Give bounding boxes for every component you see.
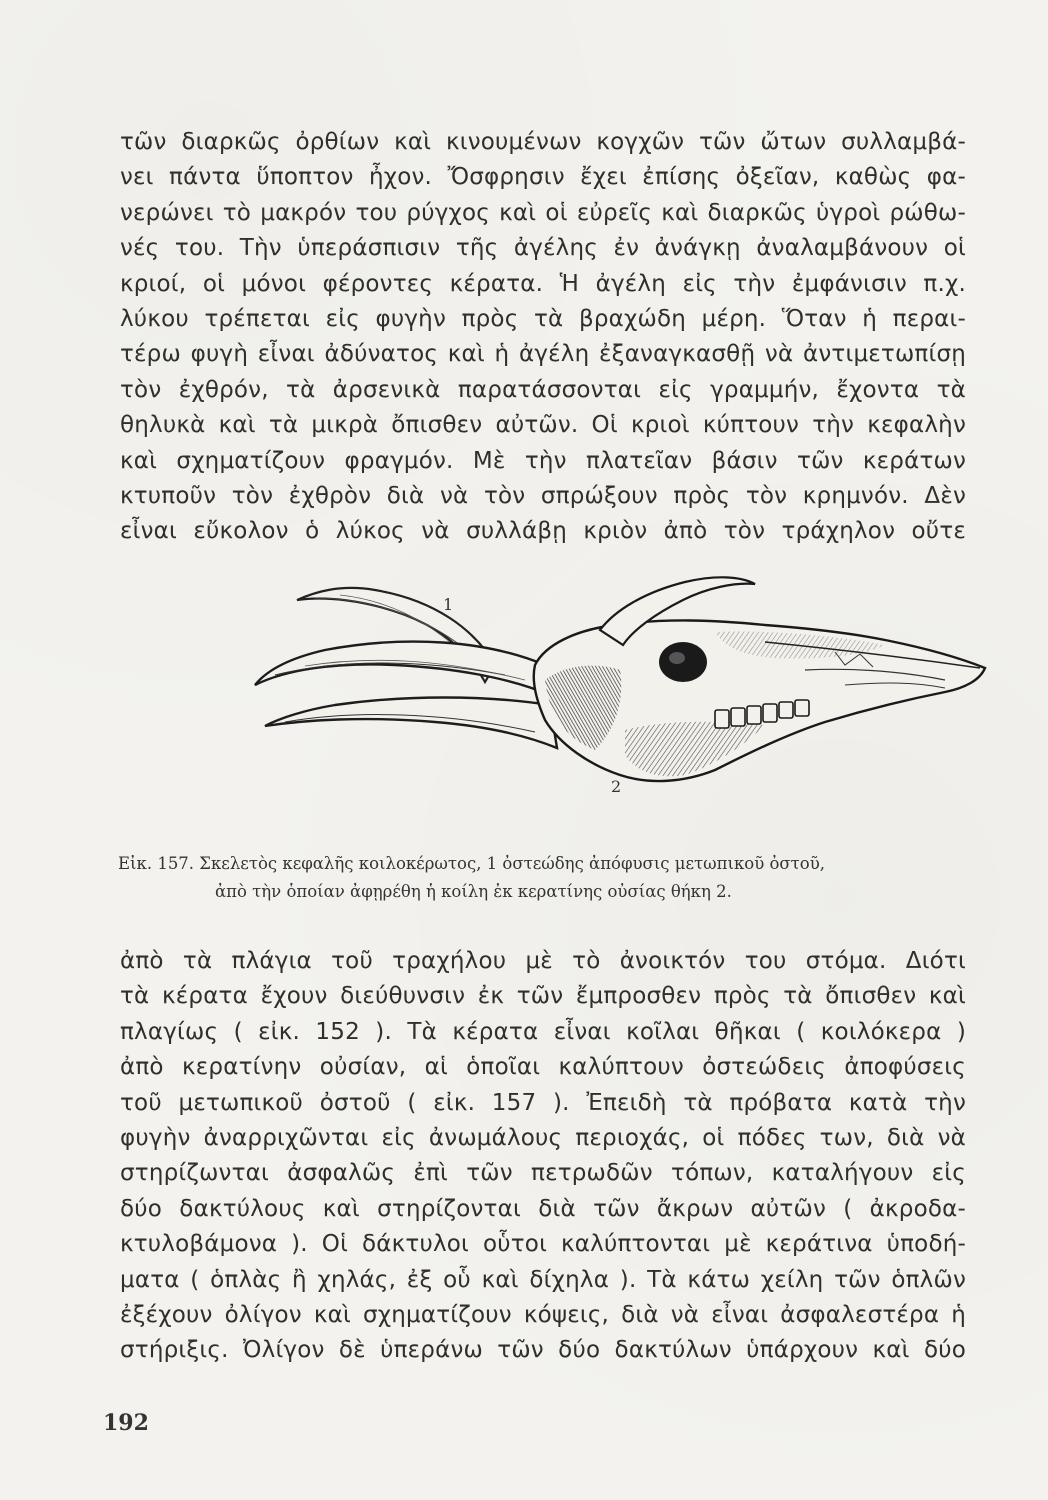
caption-line: ἀπὸ τὴν ὁποίαν ἀφῃρέθη ἡ κοίλη ἐκ κερατίνης οὐσίας θήκη 2. xyxy=(215,882,732,901)
figure-label-1: 1 xyxy=(443,595,454,614)
text-line: νές του. Τὴν ὑπεράσπισιν τῆς ἀγέλης ἐν ἀνάγκῃ ἀναλαμβάνουν οἱ xyxy=(120,235,966,262)
text-line: θηλυκὰ καὶ τὰ μικρὰ ὄπισθεν αὐτῶν. Οἱ κριοὶ κύπτουν τὴν κεφαλὴν xyxy=(120,412,966,439)
horn-sheath-lower xyxy=(265,698,557,749)
text-line: τῶν διαρκῶς ὀρθίων καὶ κινουμένων κογχῶν τῶν ὤτων συλλαμβά- xyxy=(120,129,966,155)
text-line: ἐξέχουν ὀλίγον καὶ σχηματίζουν κόψεις, διὰ νὰ εἶναι ἀσφαλεστέρα ἡ xyxy=(120,1301,966,1328)
page-number: 192 xyxy=(103,1410,149,1436)
text-line: στηρίζωνται ἀσφαλῶς ἐπὶ τῶν πετρωδῶν τόπων, καταλήγουν εἰς xyxy=(120,1160,966,1187)
text-line: δύο δακτύλους καὶ στηρίζονται διὰ τῶν ἄκρων αὐτῶν ( ἀκροδα- xyxy=(120,1195,966,1222)
text-line: τὸν ἐχθρόν, τὰ ἀρσενικὰ παρατάσσονται εἰς γραμμήν, ἔχοντα τὰ xyxy=(120,376,966,403)
text-line: φυγὴν ἀναρριχῶνται εἰς ἀνωμάλους περιοχάς, οἱ πόδες των, διὰ νὰ xyxy=(120,1124,966,1151)
skull-illustration xyxy=(245,570,990,795)
bottom-paragraph xyxy=(120,944,966,1369)
text-line: στήριξις. Ὀλίγον δὲ ὑπεράνω τῶν δύο δακτύλων ὑπάρχουν καὶ δύο xyxy=(120,1337,966,1364)
text-line: ματα ( ὁπλὰς ἢ χηλάς, ἐξ οὗ καὶ δίχηλα ). Τὰ κάτω χείλη τῶν ὁπλῶν xyxy=(120,1266,966,1293)
figure-label-2: 2 xyxy=(611,777,622,795)
text-line: τέρω φυγὴ εἶναι ἀδύνατος καὶ ἡ ἀγέλη ἐξαναγκασθῇ νὰ ἀντιμετωπίσῃ xyxy=(120,341,966,368)
horn-sheath-left xyxy=(255,642,550,695)
text-line: τοῦ μετωπικοῦ ὀστοῦ ( εἰκ. 157 ). Ἐπειδὴ τὰ πρόβατα κατὰ τὴν xyxy=(120,1089,966,1116)
top-paragraph xyxy=(120,125,966,550)
text-line: ἀπὸ κερατίνην οὐσίαν, αἱ ὁποῖαι καλύπτουν ὀστεώδεις ἀποφύσεις xyxy=(120,1054,966,1081)
text-line: λύκου τρέπεται εἰς φυγὴν πρὸς τὰ βραχώδη μέρη. Ὅταν ἡ περαι- xyxy=(120,305,966,332)
text-line: κριοί, οἱ μόνοι φέροντες κέρατα. Ἡ ἀγέλη εἰς τὴν ἐμφάνισιν π.χ. xyxy=(120,270,966,297)
text-line: καὶ σχηματίζουν φραγμόν. Μὲ τὴν πλατεῖαν βάσιν τῶν κεράτων xyxy=(120,447,966,474)
text-line: τὰ κέρατα ἔχουν διεύθυνσιν ἐκ τῶν ἔμπροσθεν πρὸς τὰ ὄπισθεν καὶ xyxy=(120,983,966,1010)
text-line: πλαγίως ( εἰκ. 152 ). Τὰ κέρατα εἶναι κοῖλαι θῆκαι ( κοιλόκερα ) xyxy=(120,1018,966,1045)
text-line: νει πάντα ὕποπτον ἦχον. Ὄσφρησιν ἔχει ἐπίσης ὀξεῖαν, καθὼς φα- xyxy=(120,164,966,191)
caption-line: Εἰκ. 157. Σκελετὸς κεφαλῆς κοιλοκέρωτος, 1 ὀστεώδης ἀπόφυσις μετωπικοῦ ὀστοῦ, xyxy=(118,854,826,873)
text-line: ἀπὸ τὰ πλάγια τοῦ τραχήλου μὲ τὸ ἀνοικτόν του στόμα. Διότι xyxy=(120,948,966,974)
text-line: νερώνει τὸ μακρόν του ρύγχος καὶ οἱ εὐρεῖς καὶ διαρκῶς ὑγροὶ ρώθω- xyxy=(120,199,966,226)
figure-caption xyxy=(118,850,968,906)
text-line: κτυποῦν τὸν ἐχθρὸν διὰ νὰ τὸν σπρώξουν πρὸς τὸν κρημνόν. Δὲν xyxy=(120,482,966,509)
text-line: εἶναι εὔκολον ὁ λύκος νὰ συλλάβῃ κριὸν ἀπὸ τὸν τράχηλον οὔτε xyxy=(120,518,966,545)
text-line: κτυλοβάμονα ). Οἱ δάκτυλοι οὗτοι καλύπτονται μὲ κεράτινα ὑποδή- xyxy=(120,1231,966,1258)
eye-socket xyxy=(659,642,707,682)
